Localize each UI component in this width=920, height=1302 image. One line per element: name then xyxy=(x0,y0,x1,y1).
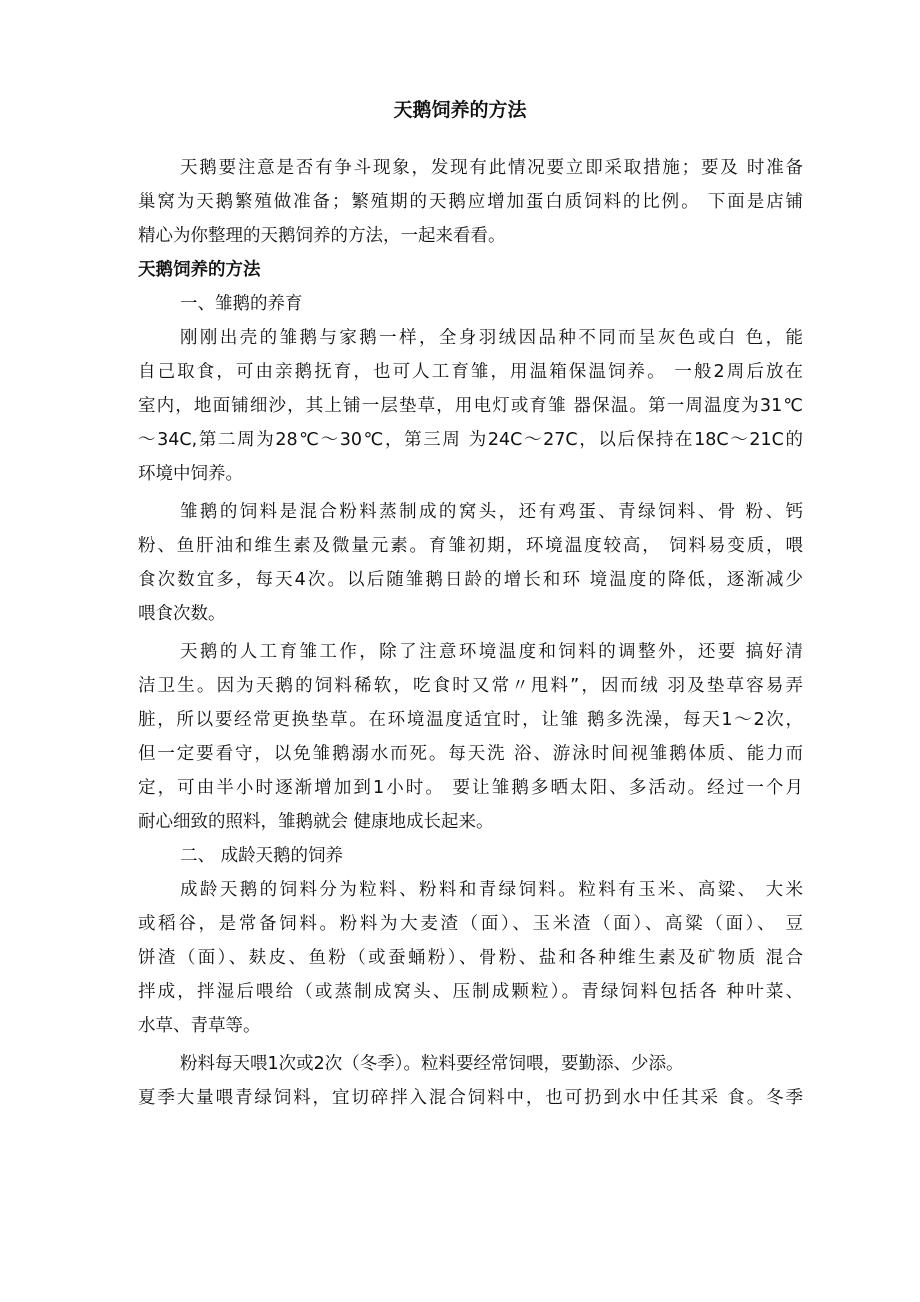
paragraph-line: 刚刚出壳的雏鹅与家鹅一样，全身羽绒因品种不同而呈灰色或白 色，能 xyxy=(180,328,803,348)
paragraph-line: 拌成，拌湿后喂给（或蒸制成窝头、压制成颗粒）。青绿饲料包括各 种叶菜、 xyxy=(138,982,803,1002)
paragraph-line: 喂食次数。 xyxy=(138,604,226,624)
section1-heading: 一、雏鹅的养育 xyxy=(180,294,303,314)
paragraph-line: 洁卫生。因为天鹅的饲料稀软，吃食时又常〃甩料”，因而绒 羽及垫草容易弄 xyxy=(138,676,803,696)
paragraph-line: 天鹅的人工育雏工作，除了注意环境温度和饲料的调整外，还要 搞好清 xyxy=(180,642,803,662)
paragraph-line: 室内，地面铺细沙，其上铺一层垫草，用电灯或育雏 器保温。第一周温度为31℃ xyxy=(138,396,803,416)
paragraph-line: 夏季大量喂青绿饲料，宜切碎拌入混合饲料中，也可扔到水中任其采 食。冬季 xyxy=(138,1088,803,1108)
s2-paragraph-1 xyxy=(138,873,803,1043)
paragraph-line: 或稻谷，是常备饲料。粉料为大麦渣（面）、玉米渣（面）、高粱（面）、 豆 xyxy=(138,914,803,934)
intro-line: 天鹅要注意是否有争斗现象，发现有此情况要立即采取措施；要及 时准备 xyxy=(180,158,803,178)
intro-paragraph xyxy=(138,151,803,253)
paragraph-line: 环境中饲养。 xyxy=(138,464,243,484)
s1-paragraph-3 xyxy=(138,635,803,839)
paragraph-line: 水草、青草等。 xyxy=(138,1016,261,1036)
s2-paragraph-2 xyxy=(138,1047,803,1115)
paragraph-line: 粉料每天喂1次或2次（冬季）。粒料要经常饲喂，要勤添、少添。 xyxy=(180,1054,684,1074)
paragraph-line: 自己取食，可由亲鹅抚育，也可人工育雏，用温箱保温饲养。 一般2周后放在 xyxy=(138,362,803,382)
paragraph-line: 定，可由半小时逐渐增加到1小时。 要让雏鹅多晒太阳、多活动。经过一个月 xyxy=(138,778,803,798)
document-title: 天鹅饲养的方法 xyxy=(393,99,527,121)
main-heading: 天鹅饲养的方法 xyxy=(138,260,261,280)
section2-heading: 二、 成龄天鹅的饲养 xyxy=(180,846,344,866)
intro-line: 精心为你整理的天鹅饲养的方法，一起来看看。 xyxy=(138,226,506,246)
paragraph-line: 成龄天鹅的饲料分为粒料、粉料和青绿饲料。粒料有玉米、高粱、 大米 xyxy=(180,880,803,900)
paragraph-line: 雏鹅的饲料是混合粉料蒸制成的窝头，还有鸡蛋、青绿饲料、骨 粉、钙 xyxy=(180,502,803,522)
paragraph-line: 食次数宜多，每天4次。以后随雏鹅日龄的增长和环 境温度的降低，逐渐减少 xyxy=(138,570,803,590)
paragraph-line: 耐心细致的照料，雏鹅就会 健康地成长起来。 xyxy=(138,812,494,832)
s1-paragraph-1 xyxy=(138,321,803,491)
paragraph-line: 脏，所以要经常更换垫草。在环境温度适宜时，让雏 鹅多洗澡，每天1〜2次， xyxy=(138,710,803,730)
s1-paragraph-2 xyxy=(138,495,803,631)
paragraph-line: 粉、鱼肝油和维生素及微量元素。育雏初期，环境温度较高， 饲料易变质，喂 xyxy=(138,536,803,556)
document-body xyxy=(138,151,803,1115)
paragraph-line: 但一定要看守，以免雏鹅溺水而死。每天洗 浴、游泳时间视雏鹅体质、能力而 xyxy=(138,744,803,764)
paragraph-line: 饼渣（面）、麸皮、鱼粉（或蚕蛹粉）、骨粉、盐和各种维生素及矿物质 混合 xyxy=(138,948,803,968)
paragraph-line: 〜34C,第二周为28℃〜30℃，第三周 为24C〜27C，以后保持在18C〜21C的 xyxy=(138,430,803,450)
intro-line: 巢窝为天鹅繁殖做准备；繁殖期的天鹅应增加蛋白质饲料的比例。 下面是店铺 xyxy=(138,192,803,212)
